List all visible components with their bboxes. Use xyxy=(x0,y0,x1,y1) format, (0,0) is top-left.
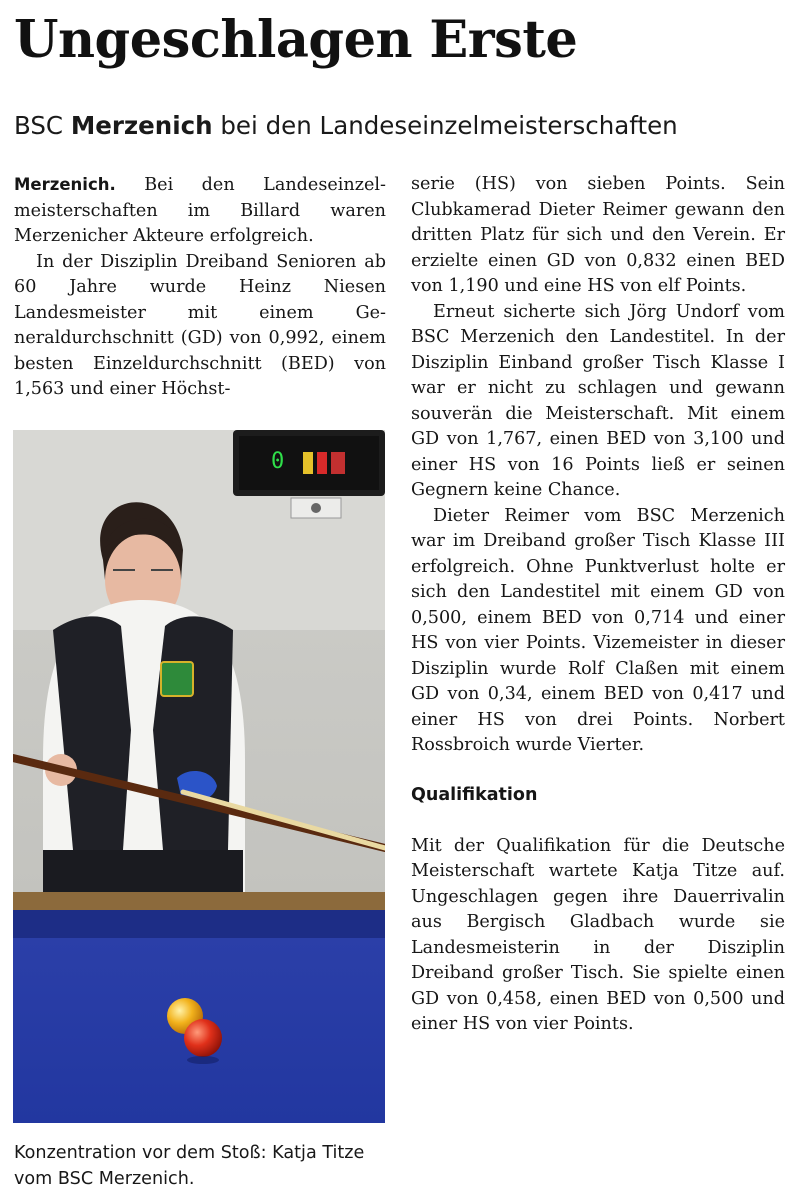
intro-text: Bei den Landeseinzelmeisterschaften im Billard waren Merzenicher Akteure erfolgreich. xyxy=(14,175,386,246)
vest-right xyxy=(153,616,233,850)
paragraph-seniors-continued: serie (HS) von sieben Points. Sein Clubkamerad Dieter Reimer gewann den dritten Platz für sich und den Verein. Er erzielte einen GD von 0,832 einen BED von 1,190 und eine HS von elf Points. xyxy=(411,174,785,296)
section-heading-qualifikation: Qualifikation xyxy=(411,784,538,805)
dateline: Merzenich. xyxy=(14,175,116,194)
subheadline xyxy=(14,110,794,142)
paragraph-qualifikation: Mit der Qualifikation für die Deutsche Meisterschaft wartete Katja Titze auf. Ungeschlagen gegen ihre Dauerrivalin aus Bergisch Gladbach wurde sie Landesmeisterin in der Disziplin Dreiband großer Tisch. Sie spielte einen GD von 0,458, einen BED von 0,500 und einer HS von vier Points. xyxy=(411,835,785,1034)
subheadline-prefix: BSC xyxy=(14,111,71,140)
subheadline-suffix: bei den Landeseinzelmeisterschaften xyxy=(212,111,678,140)
photo-illustration xyxy=(13,430,385,1123)
paragraph-dreiband-klasse-iii: Dieter Reimer vom BSC Merzenich war im Dreiband großer Tisch Klasse III erfolgreich. Ohne Punktverlust holte er sich den Landestitel mit einem GD von 0,500, einem BED von 0,714 und einer HS von vier Points. Vizemeister in dieser Disziplin wurde Rolf Claßen mit einem GD von 0,34, einem BED von 0,417 und einer HS von drei Points. Norbert Rossbroich wurde Vierter. xyxy=(411,505,785,755)
red-ball xyxy=(184,1019,222,1057)
paragraph-seniors: In der Disziplin Dreiband Senioren ab 60 Jahre wurde Heinz Niesen Landesmeister mit einem Generaldurchschnitt (GD) von 0,992, einem besten Einzeldurchschnitt (BED) von 1,563 und einer Höchst- xyxy=(14,251,386,399)
subheadline-club: Merzenich xyxy=(70,111,213,140)
table-cushion xyxy=(13,910,385,938)
photo-caption: Konzentration vor dem Stoß: Katja Titze vom BSC Merzenich. xyxy=(14,1143,365,1189)
table-rail-wood xyxy=(13,892,385,910)
paragraph-intro xyxy=(14,172,386,250)
club-badge xyxy=(161,662,193,696)
paragraph-einband: Erneut sicherte sich Jörg Undorf vom BSC Merzenich den Landestitel. In der Disziplin Einband großer Tisch Klasse I war er nicht zu schlagen und gewann souverän die Meisterschaft. Mit einem GD von 1,767, einen BED von 3,100 und einer HS von 16 Points ließ er seinen Gegnern keine Chance. xyxy=(411,301,785,500)
headline: Ungeschlagen Erste xyxy=(14,10,578,70)
left-column xyxy=(14,172,386,403)
billiards-photo xyxy=(13,430,385,1123)
right-column xyxy=(411,172,785,1038)
scoreboard-digit: 0 xyxy=(271,449,285,474)
